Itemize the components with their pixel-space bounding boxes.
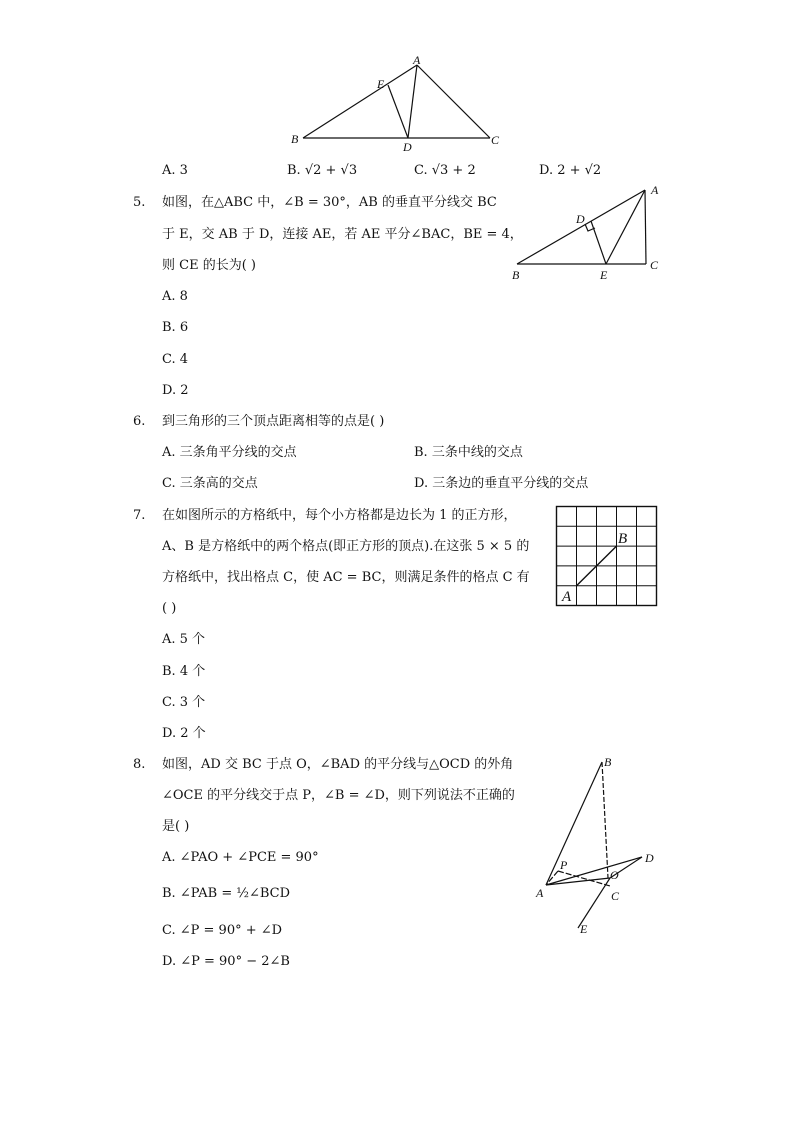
q4-option-a[interactable]: A. 3 xyxy=(162,163,188,178)
q8-stem-line1: 如图，AD 交 BC 于点 O，∠BAD 的平分线与△OCD 的外角 xyxy=(162,757,514,772)
q8-figure xyxy=(530,750,670,940)
q6-number: 6. xyxy=(133,414,146,429)
q8-label-o: O xyxy=(610,868,619,882)
q5-option-c[interactable]: C. 4 xyxy=(162,352,189,367)
q5-label-b: B xyxy=(512,268,520,282)
q5-label-e: E xyxy=(600,268,608,282)
q4-label-c: C xyxy=(491,133,500,147)
q4-option-d[interactable]: D. 2 + √2 xyxy=(539,163,602,178)
q7-stem-line1: 在如图所示的方格纸中，每个小方格都是边长为 1 的正方形， xyxy=(162,508,517,523)
q8-stem-line2: ∠OCE 的平分线交于点 P，∠B = ∠D，则下列说法不正确的 xyxy=(162,788,515,803)
q8-option-d[interactable]: D. ∠P = 90° − 2∠B xyxy=(162,954,290,969)
q5-stem-line1: 如图，在△ABC 中，∠B = 30°，AB 的垂直平分线交 BC xyxy=(162,195,497,210)
q8-label-e: E xyxy=(580,922,588,936)
q7-number: 7. xyxy=(133,508,146,523)
q8-label-d: D xyxy=(645,851,654,865)
q4-label-e: E xyxy=(377,77,385,91)
q5-option-d[interactable]: D. 2 xyxy=(162,383,189,398)
q7-stem-line3: 方格纸中，找出格点 C，使 AC = BC，则满足条件的格点 C 有 xyxy=(162,570,530,585)
q6-option-d[interactable]: D. 三条边的垂直平分线的交点 xyxy=(414,476,589,491)
q5-option-b[interactable]: B. 6 xyxy=(162,320,189,335)
q7-label-b: B xyxy=(618,531,628,547)
q8-option-b[interactable]: B. ∠PAB = ½∠BCD xyxy=(162,886,291,901)
q6-option-c[interactable]: C. 三条高的交点 xyxy=(162,476,258,491)
q4-label-a: A xyxy=(413,55,421,67)
q5-triangle-figure xyxy=(505,180,680,285)
q4-option-c[interactable]: C. √3 + 2 xyxy=(414,163,476,178)
q8-option-a[interactable]: A. ∠PAO + ∠PCE = 90° xyxy=(162,850,319,865)
q6-stem: 到三角形的三个顶点距离相等的点是( ) xyxy=(162,414,385,429)
q5-label-d: D xyxy=(576,212,585,226)
q5-number: 5. xyxy=(133,195,146,210)
q8-label-a: A xyxy=(536,886,544,900)
q6-option-a[interactable]: A. 三条角平分线的交点 xyxy=(162,445,297,460)
q8-label-c: C xyxy=(611,889,620,903)
q5-stem-line3: 则 CE 的长为( ) xyxy=(162,258,256,273)
q7-option-d[interactable]: D. 2 个 xyxy=(162,726,206,741)
q8-option-c[interactable]: C. ∠P = 90° + ∠D xyxy=(162,923,283,938)
q4-label-d: D xyxy=(403,140,412,154)
q5-label-a: A xyxy=(651,183,659,197)
q7-option-a[interactable]: A. 5 个 xyxy=(162,632,206,647)
q8-number: 8. xyxy=(133,757,146,772)
q5-option-a[interactable]: A. 8 xyxy=(162,289,188,304)
q7-stem-line4: ( ) xyxy=(162,601,177,616)
q5-label-c: C xyxy=(650,258,659,272)
q5-stem-line2: 于 E，交 AB 于 D，连接 AE，若 AE 平分∠BAC，BE = 4， xyxy=(162,227,523,242)
q7-stem-line2: A、B 是方格纸中的两个格点(即正方形的顶点).在这张 5 × 5 的 xyxy=(162,539,530,554)
q7-grid-figure xyxy=(555,505,659,608)
q4-label-b: B xyxy=(291,132,299,146)
q6-option-b[interactable]: B. 三条中线的交点 xyxy=(414,445,523,460)
q7-option-b[interactable]: B. 4 个 xyxy=(162,664,206,679)
q4-option-b[interactable]: B. √2 + √3 xyxy=(287,163,358,178)
q8-label-b: B xyxy=(604,755,612,769)
q4-triangle-figure xyxy=(285,55,505,155)
q7-option-c[interactable]: C. 3 个 xyxy=(162,695,206,710)
q8-label-p: P xyxy=(560,858,568,872)
q8-stem-line3: 是( ) xyxy=(162,819,190,834)
q7-label-a: A xyxy=(562,589,572,605)
